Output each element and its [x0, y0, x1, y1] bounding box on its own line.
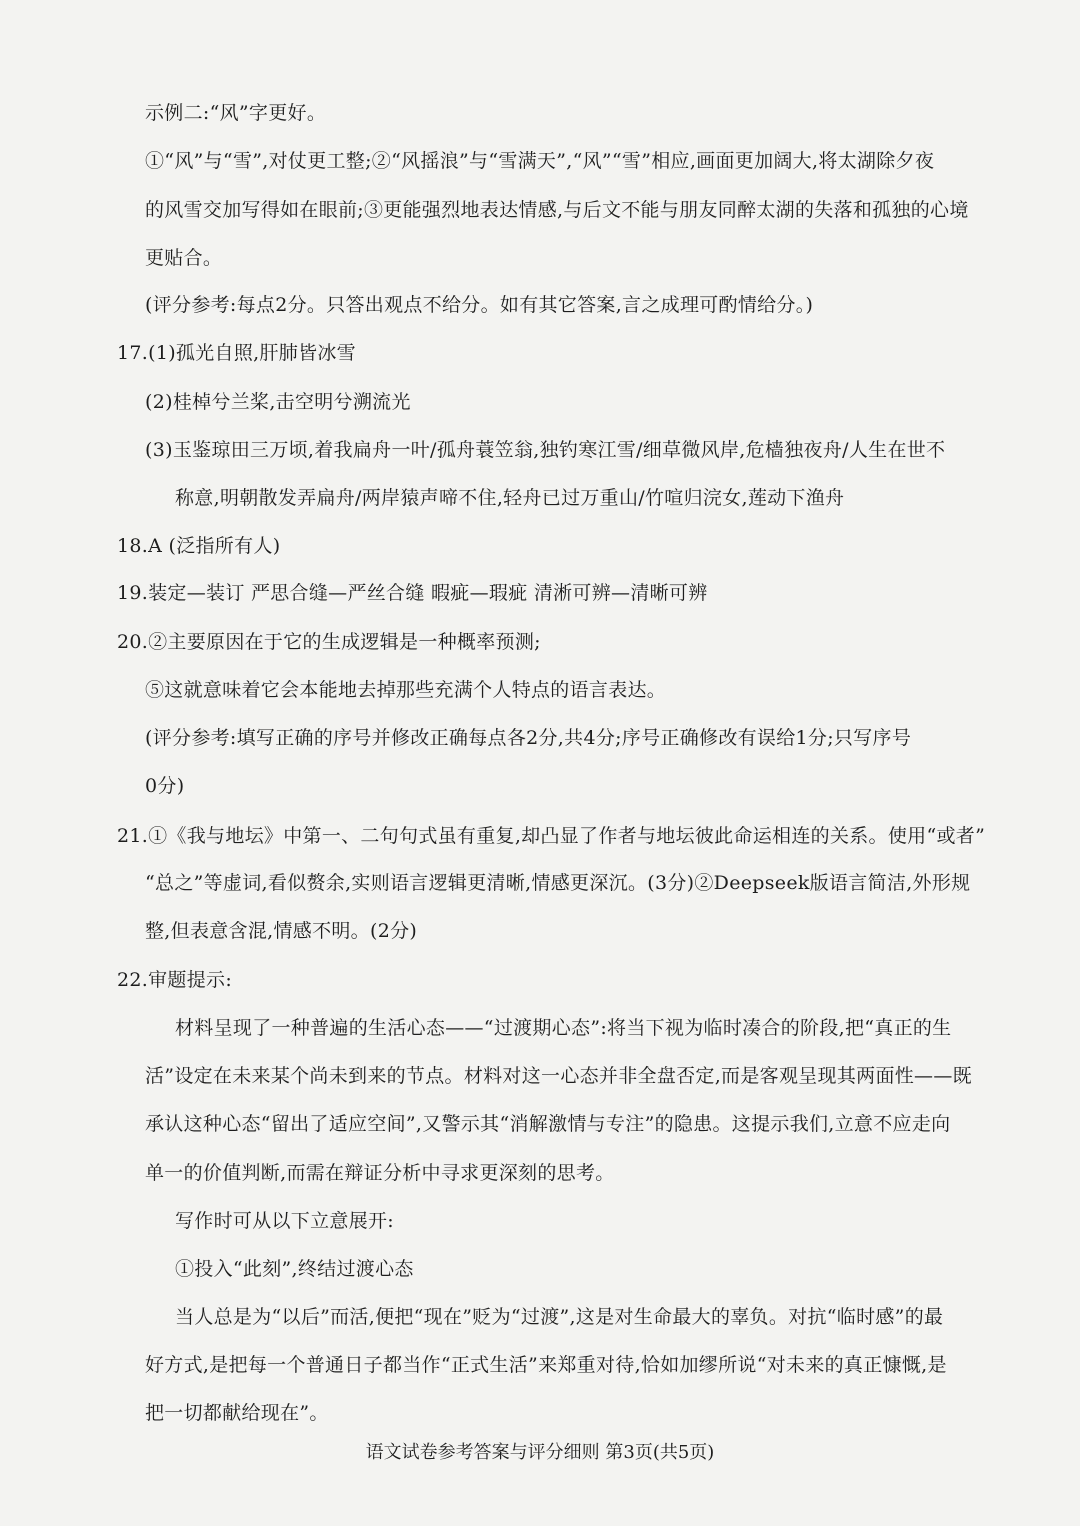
- text-line: 18.A (泛指所有人): [117, 535, 281, 557]
- text-line: “总之”等虚词,看似赘余,实则语言逻辑更清晰,情感更深沉。(3分)②Deepseek版语言简洁,外形规: [145, 872, 971, 894]
- text-line: ①“风”与“雪”,对仗更工整;②“风摇浪”与“雪满天”,“风”“雪”相应,画面更加阔大,将太湖除夕夜: [145, 150, 935, 172]
- text-line: (2)桂棹兮兰桨,击空明兮溯流光: [145, 391, 411, 413]
- text-line: 把一切都献给现在”。: [145, 1402, 329, 1424]
- text-line: 称意,明朝散发弄扁舟/两岸猿声啼不住,轻舟已过万重山/竹喧归浣女,莲动下渔舟: [175, 487, 845, 509]
- text-line: 整,但表意含混,情感不明。(2分): [145, 920, 418, 942]
- text-line: 活”设定在未来某个尚未到来的节点。材料对这一心态并非全盘否定,而是客观呈现其两面性——既: [145, 1065, 972, 1087]
- text-line: ①投入“此刻”,终结过渡心态: [175, 1258, 414, 1280]
- text-line: 0分): [145, 775, 185, 797]
- text-line: 22.审题提示:: [117, 969, 233, 991]
- text-line: 写作时可从以下立意展开:: [175, 1210, 395, 1232]
- text-line: 承认这种心态“留出了适应空间”,又警示其“消解激情与专注”的隐患。这提示我们,立意不应走向: [145, 1113, 951, 1135]
- text-line: 21.①《我与地坛》中第一、二句句式虽有重复,却凸显了作者与地坛彼此命运相连的关系。使用“或者”: [117, 825, 986, 847]
- text-line: 17.(1)孤光自照,肝肺皆冰雪: [117, 342, 356, 364]
- text-line: 更贴合。: [145, 247, 223, 269]
- text-line: 19.装定—装订 严思合缝—严丝合缝 暇疵—瑕疵 清淅可辨—清晰可辨: [117, 582, 708, 604]
- text-line: 单一的价值判断,而需在辩证分析中寻求更深刻的思考。: [145, 1162, 615, 1184]
- text-line: 材料呈现了一种普遍的生活心态——“过渡期心态”:将当下视为临时凑合的阶段,把“真正的生: [175, 1017, 952, 1039]
- text-line: 示例二:“风”字更好。: [145, 102, 327, 124]
- text-line: (评分参考:每点2分。只答出观点不给分。如有其它答案,言之成理可酌情给分。): [145, 294, 814, 316]
- page-footer: 语文试卷参考答案与评分细则 第3页(共5页): [365, 1442, 715, 1463]
- text-line: 的风雪交加写得如在眼前;③更能强烈地表达情感,与后文不能与朋友同醉太湖的失落和孤独的心境: [145, 199, 969, 221]
- text-line: ⑤这就意味着它会本能地去掉那些充满个人特点的语言表达。: [145, 679, 667, 701]
- text-line: 20.②主要原因在于它的生成逻辑是一种概率预测;: [117, 631, 541, 653]
- text-line: (3)玉鉴琼田三万顷,着我扁舟一叶/孤舟蓑笠翁,独钓寒江雪/细草微风岸,危樯独夜舟/人生在世不: [145, 439, 946, 461]
- text-line: (评分参考:填写正确的序号并修改正确每点各2分,共4分;序号正确修改有误给1分;只写序号: [145, 727, 912, 749]
- text-line: 好方式,是把每一个普通日子都当作“正式生活”来郑重对待,恰如加缪所说“对未来的真正慷慨,是: [145, 1354, 947, 1376]
- text-line: 当人总是为“以后”而活,便把“现在”贬为“过渡”,这是对生命最大的辜负。对抗“临时感”的最: [175, 1306, 944, 1328]
